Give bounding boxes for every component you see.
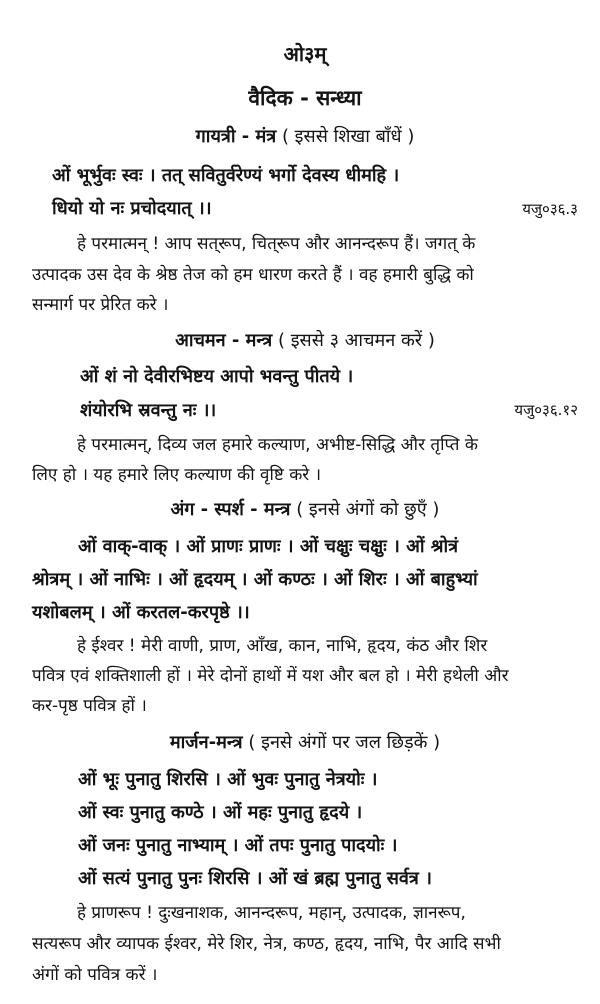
meaning-line: सत्यरूप और व्यापक ईश्वर, मेरे शिर, नेत्र, कण्ठ, हृदय, नाभि, पैर आदि सभी xyxy=(32,934,501,954)
mantra-line: ओं वाक्-वाक् । ओं प्राणः प्राणः । ओं चक्षुः चक्षुः । ओं श्रोत्रं xyxy=(78,536,459,557)
meaning-line: हे परमात्मन्, दिव्य जल हमारे कल्याण, अभीष्ट-सिद्धि और तृप्ति के xyxy=(77,435,478,455)
section-note: ( इनसे अंगों को छुएँ ) xyxy=(296,499,440,520)
section-heading-ang-sparsh xyxy=(32,497,578,521)
meaning-line: पवित्र एवं शक्तिशाली हों । मेरे दोनों हाथों में यश और बल हो । मेरी हथेली और xyxy=(32,666,509,686)
section-title: गायत्री - मंत्र xyxy=(195,126,277,147)
section-note: ( इससे ३ आचमन करें ) xyxy=(277,330,435,351)
section-title: मार्जन-मन्त्र xyxy=(169,732,243,753)
verse-reference: यजु०३६.१२ xyxy=(514,401,578,419)
section-note: ( इनसे अंगों पर जल छिड़कें ) xyxy=(248,732,441,753)
mantra-line: ओं जनः पुनातु नाभ्याम् । ओं तपः पुनातु पादयोः । xyxy=(78,835,398,856)
mantra-line: ओं भूर्भुवः स्वः । तत् सवितुर्वरेण्यं भर्गो देवस्य धीमहि । xyxy=(52,165,400,186)
page-subtitle: वैदिक - सन्ध्या xyxy=(248,86,362,110)
mantra-line: ओं शं नो देवीरभिष्टय आपो भवन्तु पीतये । xyxy=(80,366,354,387)
mantra-line: यशोबलम् । ओं करतल-करपृष्ठे ।। xyxy=(32,602,250,623)
mantra-line: ओं स्वः पुनातु कण्ठे । ओं महः पुनातु हृदये । xyxy=(78,802,363,823)
meaning-line: अंगों को पवित्र करें । xyxy=(32,965,158,985)
meaning-line: हे ईश्वर ! मेरी वाणी, प्राण, आँख, कान, नाभि, हृदय, कंठ और शिर xyxy=(77,636,488,656)
verse-reference: यजु०३६.३ xyxy=(522,200,578,218)
mantra-line: धियो यो नः प्रचोदयात् ।। xyxy=(52,198,212,219)
section-title: अंग - स्पर्श - मन्त्र xyxy=(170,499,291,520)
section-note: ( इससे शिखा बाँधें ) xyxy=(281,126,415,147)
meaning-line: उत्पादक उस देव के श्रेष्ठ तेज को हम धारण करते हैं । वह हमारी बुद्धि को xyxy=(32,265,474,285)
section-heading-gayatri xyxy=(32,124,578,148)
mantra-line: शंयोरभि स्रवन्तु नः ।। xyxy=(80,400,217,421)
meaning-line: हे प्राणरूप ! दुःखनाशक, आनन्दरूप, महान्, उत्पादक, ज्ञानरूप, xyxy=(77,903,466,923)
mantra-line: ओं भूः पुनातु शिरसि । ओं भुवः पुनातु नेत्रयोः । xyxy=(78,769,378,790)
meaning-line: हे परमात्मन् ! आप सत्‌रूप, चित्‌रूप और आनन्दरूप हैं। जगत् के xyxy=(77,234,476,254)
meaning-line: सन्मार्ग पर प्रेरित करे । xyxy=(32,295,169,315)
section-title: आचमन - मन्त्र xyxy=(175,330,273,351)
mantra-line: ओं सत्यं पुनातु पुनः शिरसि । ओं खं ब्रह्म पुनातु सर्वत्र । xyxy=(78,868,432,889)
page-title: ओ३म् xyxy=(283,42,327,66)
meaning-line: लिए हो । यह हमारे लिए कल्याण की वृष्टि करे । xyxy=(32,465,322,485)
meaning-line: कर-पृष्ठ पवित्र हों । xyxy=(32,696,147,716)
section-heading-marjan xyxy=(32,730,578,754)
mantra-line: श्रोत्रम् । ओं नाभिः । ओं हृदयम् । ओं कण्ठः । ओं शिरः । ओं बाहुभ्यां xyxy=(32,569,478,590)
section-heading-achaman xyxy=(32,328,578,352)
